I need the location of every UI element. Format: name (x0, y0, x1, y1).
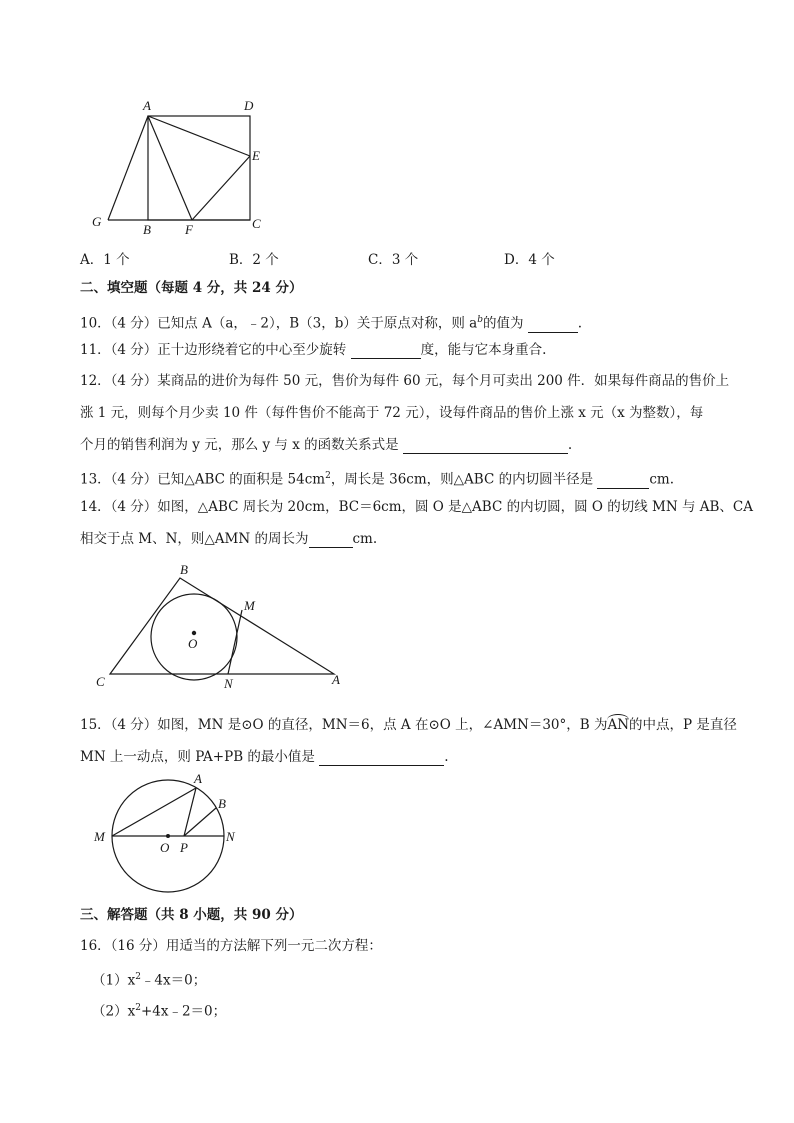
question-15-line-1 (80, 714, 737, 734)
q16-p2-post: +4x﹣2＝0； (140, 1003, 227, 1020)
option-b[interactable]: B．2 个 (229, 252, 279, 268)
section-title-fill-in: 二、填空题（每题 4 分，共 24 分） (80, 280, 303, 296)
label-A: A (194, 771, 202, 786)
arc-an: AN (607, 714, 629, 734)
q13-sup: 2 (325, 471, 331, 481)
q12-end: . (567, 437, 573, 453)
question-13 (80, 467, 674, 489)
figure-circle-diameter (90, 770, 250, 898)
q15-end: . (444, 749, 449, 765)
question-12-line-3 (80, 436, 572, 454)
label-G: G (92, 214, 102, 229)
label-O: O (188, 636, 198, 651)
figure-incircle (92, 560, 352, 690)
question-15-line-2 (80, 748, 449, 766)
label-B: B (143, 222, 151, 237)
q16-p1-text: （1）x (92, 972, 136, 989)
question-12-line-1: 12．（4 分）某商品的进价为每件 50 元，售价为每件 60 元，每个月可卖出 200 件．如果每件商品的售价上 (80, 373, 730, 389)
label-E: E (252, 148, 260, 163)
q11-text: 11．（4 分）正十边形绕着它的中心至少旋转 (80, 342, 347, 358)
question-16-part-1 (92, 968, 206, 990)
option-c[interactable]: C．3 个 (368, 252, 419, 268)
answer-blank-13[interactable] (597, 474, 649, 489)
answer-blank-14[interactable] (309, 533, 353, 548)
question-16-part-2 (92, 999, 226, 1021)
question-14-line-1: 14．（4 分）如图，△ABC 周长为 20cm，BC＝6cm，圆 O 是△ABC 的内切圆，圆 O 的切线 MN 与 AB、CA (80, 499, 753, 515)
q14-line2-text: 相交于点 M、N，则△AMN 的周长为 (80, 531, 309, 547)
label-A: A (143, 98, 151, 113)
option-a[interactable]: A．1 个 (80, 252, 130, 268)
q16-p2-text: （2）x (92, 1003, 136, 1020)
q16-p2-sup: 2 (135, 1003, 141, 1013)
q15-text-post: 的中点，P 是直径 (629, 717, 737, 733)
label-B: B (180, 562, 188, 577)
label-C: C (96, 674, 105, 689)
label-P: P (180, 840, 188, 855)
q10-end: . (577, 315, 583, 332)
label-M: M (244, 598, 255, 613)
label-N: N (224, 676, 233, 690)
label-F: F (185, 222, 193, 237)
q10-sup: b (477, 315, 483, 325)
label-M: M (94, 829, 105, 844)
answer-blank-15[interactable] (319, 751, 444, 766)
q15-text: 15．（4 分）如图，MN 是⊙O 的直径，MN＝6，点 A 在⊙O 上，∠AMN＝30°，B 为 (80, 717, 608, 733)
figure-square (88, 96, 278, 238)
question-11 (80, 341, 546, 359)
label-O: O (160, 840, 170, 855)
option-d[interactable]: D．4 个 (504, 252, 555, 268)
label-A: A (332, 672, 340, 687)
question-14-line-2 (80, 530, 377, 548)
answer-blank-11[interactable] (351, 344, 421, 359)
q16-p1-sup: 2 (135, 972, 141, 982)
label-N: N (226, 829, 235, 844)
label-C: C (252, 216, 261, 231)
section-title-solve: 三、解答题（共 8 小题，共 90 分） (80, 907, 303, 923)
q16-p1-post: ﹣4x＝0； (140, 972, 207, 989)
q13-text: 13．（4 分）已知△ABC 的面积是 54cm (80, 471, 326, 488)
q10-text: 10．（4 分）已知点 A（a，﹣2），B（3，b）关于原点对称，则 a (80, 315, 478, 332)
question-12-line-2: 涨 1 元，则每个月少卖 10 件（每件售价不能高于 72 元），设每件商品的售价上涨 x 元（x 为整数），每 (80, 405, 704, 421)
q10-post: 的值为 (483, 315, 524, 332)
q11-post: 度，能与它本身重合. (420, 342, 547, 358)
q12-line3-text: 个月的销售利润为 y 元，那么 y 与 x 的函数关系式是 (80, 437, 399, 453)
question-10 (80, 311, 582, 333)
question-16-stem: 16．（16 分）用适当的方法解下列一元二次方程： (80, 938, 382, 954)
label-B: B (218, 796, 226, 811)
q13-mid: ，周长是 36cm，则△ABC 的内切圆半径是 (330, 471, 594, 488)
label-D: D (244, 98, 254, 113)
answer-blank-10[interactable] (528, 318, 578, 333)
q15-line2-text: MN 上一动点，则 PA+PB 的最小值是 (80, 749, 315, 765)
answer-blank-12[interactable] (403, 439, 568, 454)
q14-post: cm. (352, 531, 378, 547)
q13-post: cm. (649, 471, 675, 488)
